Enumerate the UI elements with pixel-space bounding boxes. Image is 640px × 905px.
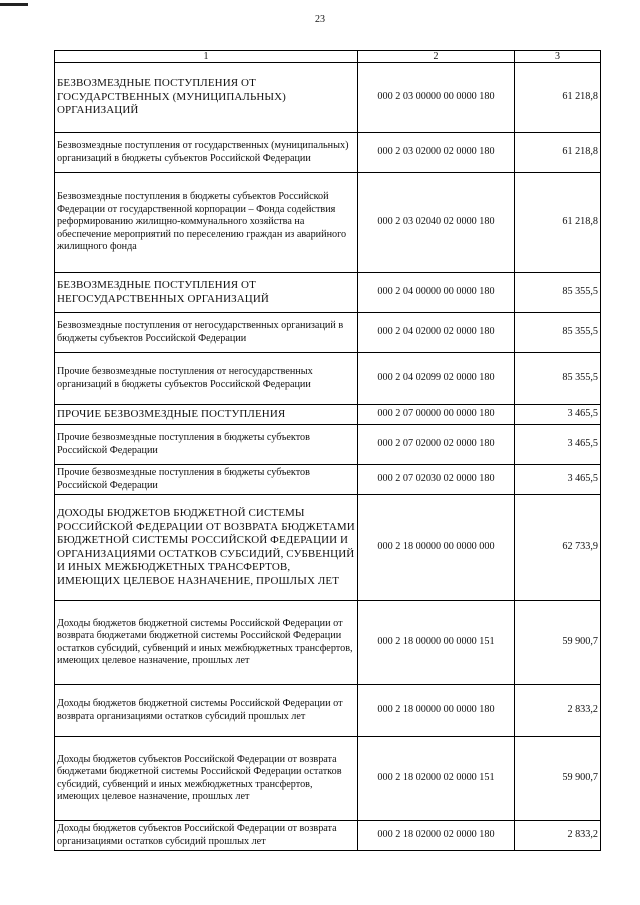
row-code-cell: 000 2 03 00000 00 0000 180 [358, 63, 515, 133]
row-name-cell: Прочие безвозмездные поступления в бюджеты субъектов Российской Федерации [55, 425, 358, 465]
row-name-cell: БЕЗВОЗМЕЗДНЫЕ ПОСТУПЛЕНИЯ ОТ ГОСУДАРСТВЕННЫХ (МУНИЦИПАЛЬНЫХ) ОРГАНИЗАЦИЙ [55, 63, 358, 133]
table-row [55, 405, 601, 425]
table-row [55, 821, 601, 851]
row-amount-cell: 85 355,5 [515, 273, 601, 313]
table-header-row [55, 51, 601, 63]
row-code-cell: 000 2 18 02000 02 0000 180 [358, 821, 515, 851]
table-row [55, 63, 601, 133]
row-amount-cell: 61 218,8 [515, 63, 601, 133]
row-amount-cell: 85 355,5 [515, 353, 601, 405]
table-row [55, 313, 601, 353]
table-row [55, 133, 601, 173]
row-amount-cell: 3 465,5 [515, 405, 601, 425]
column-header-3: 3 [515, 51, 601, 63]
row-amount-cell: 62 733,9 [515, 495, 601, 601]
table-row [55, 685, 601, 737]
row-code-cell: 000 2 07 02000 02 0000 180 [358, 425, 515, 465]
row-amount-cell: 85 355,5 [515, 313, 601, 353]
row-amount-cell: 3 465,5 [515, 465, 601, 495]
row-amount-cell: 61 218,8 [515, 173, 601, 273]
column-header-1: 1 [55, 51, 358, 63]
row-code-cell: 000 2 03 02000 02 0000 180 [358, 133, 515, 173]
row-code-cell: 000 2 04 00000 00 0000 180 [358, 273, 515, 313]
row-amount-cell: 2 833,2 [515, 685, 601, 737]
revenue-table [54, 50, 601, 851]
row-name-cell: Прочие безвозмездные поступления в бюджеты субъектов Российской Федерации [55, 465, 358, 495]
row-name-cell: Доходы бюджетов субъектов Российской Федерации от возврата организациями остатков субсидий прошлых лет [55, 821, 358, 851]
row-name-cell: Безвозмездные поступления в бюджеты субъектов Российской Федерации от государственной корпорации – Фонда содействия реформированию жилищно-коммунального хозяйства на обеспечение мероприятий по переселению граждан из аварийного жилищного фонда [55, 173, 358, 273]
table-row [55, 601, 601, 685]
row-name-cell: Безвозмездные поступления от негосударственных организаций в бюджеты субъектов Российской Федерации [55, 313, 358, 353]
row-amount-cell: 2 833,2 [515, 821, 601, 851]
table-row [55, 353, 601, 405]
row-code-cell: 000 2 07 02030 02 0000 180 [358, 465, 515, 495]
table-row [55, 495, 601, 601]
row-name-cell: Безвозмездные поступления от государственных (муниципальных) организаций в бюджеты субъектов Российской Федерации [55, 133, 358, 173]
row-amount-cell: 61 218,8 [515, 133, 601, 173]
table-row [55, 173, 601, 273]
row-name-cell: Прочие безвозмездные поступления от негосударственных организаций в бюджеты субъектов Российской Федерации [55, 353, 358, 405]
row-name-cell: ПРОЧИЕ БЕЗВОЗМЕЗДНЫЕ ПОСТУПЛЕНИЯ [55, 405, 358, 425]
row-amount-cell: 59 900,7 [515, 737, 601, 821]
table-row [55, 273, 601, 313]
table-row [55, 465, 601, 495]
row-name-cell: Доходы бюджетов бюджетной системы Российской Федерации от возврата организациями остатков субсидий прошлых лет [55, 685, 358, 737]
row-code-cell: 000 2 18 02000 02 0000 151 [358, 737, 515, 821]
table-row [55, 425, 601, 465]
row-name-cell: Доходы бюджетов бюджетной системы Российской Федерации от возврата бюджетами бюджетной системы Российской Федерации остатков субсидий, субвенций и иных межбюджетных трансфертов, имеющих целевое назначение, прошлых лет [55, 601, 358, 685]
row-amount-cell: 59 900,7 [515, 601, 601, 685]
row-name-cell: Доходы бюджетов субъектов Российской Федерации от возврата бюджетами бюджетной системы Российской Федерации остатков субсидий, субвенций и иных межбюджетных трансфертов, имеющих целевое назначение, прошлых лет [55, 737, 358, 821]
column-header-2: 2 [358, 51, 515, 63]
row-code-cell: 000 2 18 00000 00 0000 000 [358, 495, 515, 601]
row-name-cell: БЕЗВОЗМЕЗДНЫЕ ПОСТУПЛЕНИЯ ОТ НЕГОСУДАРСТВЕННЫХ ОРГАНИЗАЦИЙ [55, 273, 358, 313]
corner-mark [0, 3, 28, 6]
page-number: 23 [315, 14, 325, 25]
row-code-cell: 000 2 07 00000 00 0000 180 [358, 405, 515, 425]
row-amount-cell: 3 465,5 [515, 425, 601, 465]
row-code-cell: 000 2 04 02099 02 0000 180 [358, 353, 515, 405]
table-row [55, 737, 601, 821]
row-code-cell: 000 2 18 00000 00 0000 151 [358, 601, 515, 685]
row-name-cell: ДОХОДЫ БЮДЖЕТОВ БЮДЖЕТНОЙ СИСТЕМЫ РОССИЙСКОЙ ФЕДЕРАЦИИ ОТ ВОЗВРАТА БЮДЖЕТАМИ БЮДЖЕТНОЙ СИСТЕМЫ РОССИЙСКОЙ ФЕДЕРАЦИИ И ОРГАНИЗАЦИЯМИ ОСТАТКОВ СУБСИДИЙ, СУБВЕНЦИЙ И ИНЫХ МЕЖБЮДЖЕТНЫХ ТРАНСФЕРТОВ, ИМЕЮЩИХ ЦЕЛЕВОЕ НАЗНАЧЕНИЕ, ПРОШЛЫХ ЛЕТ [55, 495, 358, 601]
row-code-cell: 000 2 18 00000 00 0000 180 [358, 685, 515, 737]
row-code-cell: 000 2 04 02000 02 0000 180 [358, 313, 515, 353]
row-code-cell: 000 2 03 02040 02 0000 180 [358, 173, 515, 273]
